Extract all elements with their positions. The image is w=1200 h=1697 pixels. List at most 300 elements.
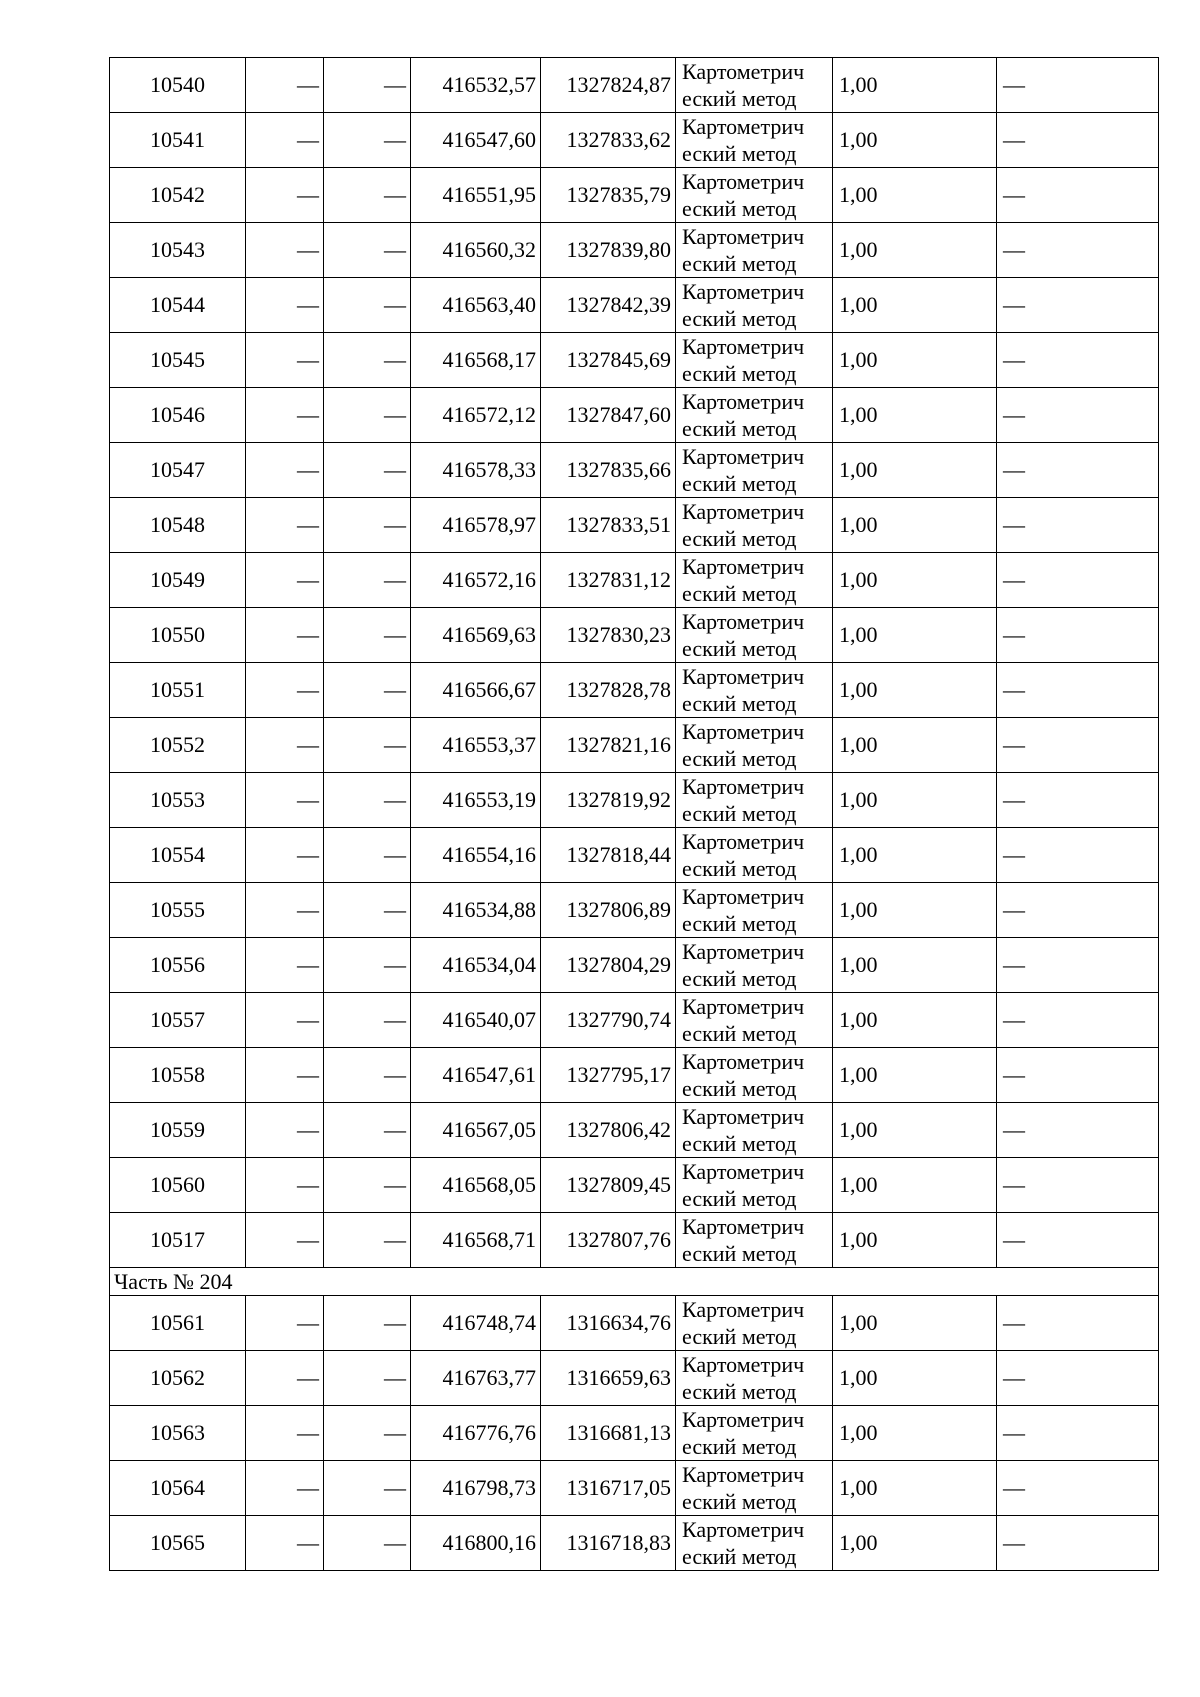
empty-value-cell: — — [324, 113, 411, 168]
point-number-cell: 10544 — [110, 278, 246, 333]
empty-value-cell: — — [324, 938, 411, 993]
y-coordinate-cell: 1327807,76 — [541, 1213, 676, 1268]
method-text-line: Картометрич — [682, 1297, 805, 1322]
x-coordinate-cell: 416776,76 — [411, 1406, 541, 1461]
x-coordinate-cell: 416554,16 — [411, 828, 541, 883]
method-text-line: Картометрич — [682, 389, 805, 414]
accuracy-cell: 1,00 — [833, 1516, 997, 1571]
table-row — [110, 883, 1159, 938]
method-text-line: еский метод — [682, 801, 797, 826]
method-text-line: еский метод — [682, 361, 797, 386]
y-coordinate-cell: 1316718,83 — [541, 1516, 676, 1571]
method-text-line: еский метод — [682, 196, 797, 221]
point-number-cell: 10551 — [110, 663, 246, 718]
point-number-cell: 10559 — [110, 1103, 246, 1158]
method-text-line: еский метод — [682, 416, 797, 441]
y-coordinate-cell: 1327824,87 — [541, 58, 676, 113]
empty-value-cell: — — [246, 1406, 324, 1461]
accuracy-cell: 1,00 — [833, 1158, 997, 1213]
empty-value-cell: — — [246, 1103, 324, 1158]
method-text-line: Картометрич — [682, 1407, 805, 1432]
table-row — [110, 58, 1159, 113]
accuracy-cell: 1,00 — [833, 443, 997, 498]
method-cell — [676, 1158, 833, 1213]
empty-value-cell: — — [324, 608, 411, 663]
method-cell — [676, 1048, 833, 1103]
empty-value-cell: — — [324, 1048, 411, 1103]
accuracy-cell: 1,00 — [833, 388, 997, 443]
point-number-cell: 10553 — [110, 773, 246, 828]
empty-value-cell: — — [246, 1351, 324, 1406]
empty-value-cell: — — [324, 663, 411, 718]
empty-value-cell: — — [324, 498, 411, 553]
accuracy-cell: 1,00 — [833, 1461, 997, 1516]
empty-value-cell: — — [246, 828, 324, 883]
y-coordinate-cell: 1327830,23 — [541, 608, 676, 663]
y-coordinate-cell: 1327818,44 — [541, 828, 676, 883]
x-coordinate-cell: 416540,07 — [411, 993, 541, 1048]
description-cell: — — [997, 443, 1159, 498]
empty-value-cell: — — [246, 608, 324, 663]
method-text-line: еский метод — [682, 1379, 797, 1404]
method-cell — [676, 113, 833, 168]
method-cell — [676, 1351, 833, 1406]
empty-value-cell: — — [246, 1296, 324, 1351]
point-number-cell: 10517 — [110, 1213, 246, 1268]
table-row — [110, 1406, 1159, 1461]
method-text-line: еский метод — [682, 856, 797, 881]
table-row — [110, 663, 1159, 718]
x-coordinate-cell: 416569,63 — [411, 608, 541, 663]
accuracy-cell: 1,00 — [833, 168, 997, 223]
point-number-cell: 10558 — [110, 1048, 246, 1103]
y-coordinate-cell: 1316659,63 — [541, 1351, 676, 1406]
empty-value-cell: — — [246, 498, 324, 553]
description-cell: — — [997, 663, 1159, 718]
method-text-line: Картометрич — [682, 829, 805, 854]
y-coordinate-cell: 1327806,89 — [541, 883, 676, 938]
description-cell: — — [997, 1103, 1159, 1158]
description-cell: — — [997, 168, 1159, 223]
point-number-cell: 10556 — [110, 938, 246, 993]
method-cell — [676, 663, 833, 718]
method-text-line: еский метод — [682, 86, 797, 111]
method-text-line: еский метод — [682, 691, 797, 716]
method-text-line: еский метод — [682, 306, 797, 331]
empty-value-cell: — — [246, 278, 324, 333]
table-row — [110, 498, 1159, 553]
y-coordinate-cell: 1327842,39 — [541, 278, 676, 333]
table-row — [110, 278, 1159, 333]
method-cell — [676, 883, 833, 938]
description-cell: — — [997, 1296, 1159, 1351]
table-row — [110, 828, 1159, 883]
empty-value-cell: — — [246, 773, 324, 828]
method-cell — [676, 223, 833, 278]
method-text-line: еский метод — [682, 251, 797, 276]
description-cell: — — [997, 773, 1159, 828]
point-number-cell: 10560 — [110, 1158, 246, 1213]
method-cell — [676, 1296, 833, 1351]
empty-value-cell: — — [246, 1461, 324, 1516]
description-cell: — — [997, 113, 1159, 168]
method-cell — [676, 938, 833, 993]
method-text-line: Картометрич — [682, 114, 805, 139]
table-body — [110, 58, 1159, 1571]
accuracy-cell: 1,00 — [833, 223, 997, 278]
y-coordinate-cell: 1327828,78 — [541, 663, 676, 718]
x-coordinate-cell: 416568,05 — [411, 1158, 541, 1213]
method-cell — [676, 1406, 833, 1461]
empty-value-cell: — — [324, 1103, 411, 1158]
x-coordinate-cell: 416748,74 — [411, 1296, 541, 1351]
method-text-line: Картометрич — [682, 1214, 805, 1239]
method-text-line: еский метод — [682, 1544, 797, 1569]
point-number-cell: 10565 — [110, 1516, 246, 1571]
point-number-cell: 10541 — [110, 113, 246, 168]
method-text-line: еский метод — [682, 1324, 797, 1349]
point-number-cell: 10542 — [110, 168, 246, 223]
method-cell — [676, 1103, 833, 1158]
description-cell: — — [997, 1213, 1159, 1268]
empty-value-cell: — — [324, 883, 411, 938]
x-coordinate-cell: 416578,97 — [411, 498, 541, 553]
empty-value-cell: — — [246, 113, 324, 168]
table-row — [110, 388, 1159, 443]
table-row — [110, 1103, 1159, 1158]
empty-value-cell: — — [246, 883, 324, 938]
description-cell: — — [997, 608, 1159, 663]
method-text-line: Картометрич — [682, 664, 805, 689]
point-number-cell: 10550 — [110, 608, 246, 663]
y-coordinate-cell: 1316681,13 — [541, 1406, 676, 1461]
method-cell — [676, 388, 833, 443]
method-text-line: Картометрич — [682, 1104, 805, 1129]
accuracy-cell: 1,00 — [833, 883, 997, 938]
description-cell: — — [997, 938, 1159, 993]
accuracy-cell: 1,00 — [833, 1296, 997, 1351]
table-row — [110, 993, 1159, 1048]
method-text-line: еский метод — [682, 911, 797, 936]
method-text-line: Картометрич — [682, 554, 805, 579]
method-text-line: Картометрич — [682, 1517, 805, 1542]
empty-value-cell: — — [324, 223, 411, 278]
empty-value-cell: — — [324, 718, 411, 773]
empty-value-cell: — — [324, 1296, 411, 1351]
description-cell: — — [997, 388, 1159, 443]
method-cell — [676, 58, 833, 113]
description-cell: — — [997, 498, 1159, 553]
method-cell — [676, 608, 833, 663]
accuracy-cell: 1,00 — [833, 113, 997, 168]
method-cell — [676, 333, 833, 388]
accuracy-cell: 1,00 — [833, 278, 997, 333]
empty-value-cell: — — [246, 1048, 324, 1103]
description-cell: — — [997, 1406, 1159, 1461]
point-number-cell: 10561 — [110, 1296, 246, 1351]
table-row — [110, 1213, 1159, 1268]
method-text-line: Картометрич — [682, 334, 805, 359]
method-text-line: Картометрич — [682, 59, 805, 84]
empty-value-cell: — — [324, 333, 411, 388]
accuracy-cell: 1,00 — [833, 993, 997, 1048]
point-number-cell: 10562 — [110, 1351, 246, 1406]
table-row — [110, 1461, 1159, 1516]
empty-value-cell: — — [246, 1516, 324, 1571]
empty-value-cell: — — [324, 388, 411, 443]
empty-value-cell: — — [324, 1516, 411, 1571]
accuracy-cell: 1,00 — [833, 498, 997, 553]
method-text-line: Картометрич — [682, 609, 805, 634]
description-cell: — — [997, 828, 1159, 883]
description-cell: — — [997, 1158, 1159, 1213]
method-text-line: еский метод — [682, 1489, 797, 1514]
table-row — [110, 553, 1159, 608]
point-number-cell: 10555 — [110, 883, 246, 938]
table-row — [110, 1351, 1159, 1406]
method-text-line: еский метод — [682, 1076, 797, 1101]
method-cell — [676, 773, 833, 828]
point-number-cell: 10563 — [110, 1406, 246, 1461]
method-text-line: Картометрич — [682, 774, 805, 799]
empty-value-cell: — — [246, 663, 324, 718]
method-text-line: еский метод — [682, 966, 797, 991]
point-number-cell: 10546 — [110, 388, 246, 443]
description-cell: — — [997, 333, 1159, 388]
empty-value-cell: — — [246, 58, 324, 113]
accuracy-cell: 1,00 — [833, 938, 997, 993]
empty-value-cell: — — [324, 1158, 411, 1213]
method-text-line: Картометрич — [682, 224, 805, 249]
x-coordinate-cell: 416572,12 — [411, 388, 541, 443]
y-coordinate-cell: 1327804,29 — [541, 938, 676, 993]
y-coordinate-cell: 1327831,12 — [541, 553, 676, 608]
empty-value-cell: — — [246, 223, 324, 278]
method-text-line: еский метод — [682, 746, 797, 771]
method-cell — [676, 498, 833, 553]
method-text-line: Картометрич — [682, 444, 805, 469]
method-text-line: Картометрич — [682, 1049, 805, 1074]
empty-value-cell: — — [324, 58, 411, 113]
method-text-line: еский метод — [682, 1021, 797, 1046]
description-cell: — — [997, 718, 1159, 773]
method-text-line: Картометрич — [682, 169, 805, 194]
y-coordinate-cell: 1327847,60 — [541, 388, 676, 443]
empty-value-cell: — — [324, 1461, 411, 1516]
table-row — [110, 333, 1159, 388]
method-text-line: Картометрич — [682, 939, 805, 964]
accuracy-cell: 1,00 — [833, 1213, 997, 1268]
accuracy-cell: 1,00 — [833, 828, 997, 883]
x-coordinate-cell: 416763,77 — [411, 1351, 541, 1406]
empty-value-cell: — — [324, 1213, 411, 1268]
method-cell — [676, 1213, 833, 1268]
x-coordinate-cell: 416578,33 — [411, 443, 541, 498]
y-coordinate-cell: 1316717,05 — [541, 1461, 676, 1516]
x-coordinate-cell: 416553,19 — [411, 773, 541, 828]
point-number-cell: 10554 — [110, 828, 246, 883]
point-number-cell: 10547 — [110, 443, 246, 498]
table-row — [110, 1158, 1159, 1213]
point-number-cell: 10549 — [110, 553, 246, 608]
description-cell: — — [997, 1351, 1159, 1406]
accuracy-cell: 1,00 — [833, 663, 997, 718]
empty-value-cell: — — [324, 553, 411, 608]
y-coordinate-cell: 1327809,45 — [541, 1158, 676, 1213]
empty-value-cell: — — [324, 773, 411, 828]
method-text-line: Картометрич — [682, 884, 805, 909]
accuracy-cell: 1,00 — [833, 58, 997, 113]
empty-value-cell: — — [246, 938, 324, 993]
accuracy-cell: 1,00 — [833, 333, 997, 388]
x-coordinate-cell: 416800,16 — [411, 1516, 541, 1571]
x-coordinate-cell: 416572,16 — [411, 553, 541, 608]
x-coordinate-cell: 416567,05 — [411, 1103, 541, 1158]
method-text-line: еский метод — [682, 1186, 797, 1211]
empty-value-cell: — — [246, 553, 324, 608]
method-text-line: еский метод — [682, 141, 797, 166]
method-cell — [676, 278, 833, 333]
accuracy-cell: 1,00 — [833, 1351, 997, 1406]
x-coordinate-cell: 416547,61 — [411, 1048, 541, 1103]
table-row — [110, 938, 1159, 993]
section-header-row — [110, 1268, 1159, 1296]
table-row — [110, 608, 1159, 663]
accuracy-cell: 1,00 — [833, 553, 997, 608]
method-text-line: еский метод — [682, 1131, 797, 1156]
accuracy-cell: 1,00 — [833, 1406, 997, 1461]
description-cell: — — [997, 278, 1159, 333]
method-text-line: еский метод — [682, 471, 797, 496]
x-coordinate-cell: 416553,37 — [411, 718, 541, 773]
table-row — [110, 168, 1159, 223]
empty-value-cell: — — [246, 1213, 324, 1268]
method-text-line: Картометрич — [682, 499, 805, 524]
section-label: Часть № 204 — [110, 1268, 1159, 1296]
method-cell — [676, 993, 833, 1048]
point-number-cell: 10557 — [110, 993, 246, 1048]
table-row — [110, 718, 1159, 773]
description-cell: — — [997, 1516, 1159, 1571]
empty-value-cell: — — [246, 993, 324, 1048]
table-row — [110, 443, 1159, 498]
table-row — [110, 1516, 1159, 1571]
method-text-line: еский метод — [682, 1434, 797, 1459]
empty-value-cell: — — [246, 168, 324, 223]
method-text-line: Картометрич — [682, 1352, 805, 1377]
point-number-cell: 10540 — [110, 58, 246, 113]
y-coordinate-cell: 1327835,79 — [541, 168, 676, 223]
empty-value-cell: — — [324, 1351, 411, 1406]
method-cell — [676, 553, 833, 608]
empty-value-cell: — — [324, 443, 411, 498]
y-coordinate-cell: 1327819,92 — [541, 773, 676, 828]
empty-value-cell: — — [246, 1158, 324, 1213]
y-coordinate-cell: 1327790,74 — [541, 993, 676, 1048]
table-row — [110, 1048, 1159, 1103]
x-coordinate-cell: 416568,71 — [411, 1213, 541, 1268]
y-coordinate-cell: 1327795,17 — [541, 1048, 676, 1103]
x-coordinate-cell: 416563,40 — [411, 278, 541, 333]
point-number-cell: 10548 — [110, 498, 246, 553]
y-coordinate-cell: 1327833,51 — [541, 498, 676, 553]
method-cell — [676, 1461, 833, 1516]
y-coordinate-cell: 1316634,76 — [541, 1296, 676, 1351]
x-coordinate-cell: 416534,88 — [411, 883, 541, 938]
method-text-line: Картометрич — [682, 719, 805, 744]
method-text-line: Картометрич — [682, 994, 805, 1019]
table-row — [110, 1296, 1159, 1351]
y-coordinate-cell: 1327835,66 — [541, 443, 676, 498]
x-coordinate-cell: 416798,73 — [411, 1461, 541, 1516]
method-text-line: еский метод — [682, 581, 797, 606]
empty-value-cell: — — [324, 1406, 411, 1461]
description-cell: — — [997, 553, 1159, 608]
x-coordinate-cell: 416532,57 — [411, 58, 541, 113]
accuracy-cell: 1,00 — [833, 608, 997, 663]
coordinates-table — [109, 57, 1159, 1571]
x-coordinate-cell: 416534,04 — [411, 938, 541, 993]
empty-value-cell: — — [324, 278, 411, 333]
description-cell: — — [997, 883, 1159, 938]
y-coordinate-cell: 1327839,80 — [541, 223, 676, 278]
method-text-line: Картометрич — [682, 1159, 805, 1184]
method-cell — [676, 443, 833, 498]
description-cell: — — [997, 1048, 1159, 1103]
method-text-line: еский метод — [682, 526, 797, 551]
accuracy-cell: 1,00 — [833, 1103, 997, 1158]
empty-value-cell: — — [324, 168, 411, 223]
table-row — [110, 223, 1159, 278]
point-number-cell: 10552 — [110, 718, 246, 773]
method-cell — [676, 168, 833, 223]
accuracy-cell: 1,00 — [833, 718, 997, 773]
x-coordinate-cell: 416551,95 — [411, 168, 541, 223]
accuracy-cell: 1,00 — [833, 1048, 997, 1103]
method-text-line: Картометрич — [682, 1462, 805, 1487]
description-cell: — — [997, 993, 1159, 1048]
point-number-cell: 10543 — [110, 223, 246, 278]
table-row — [110, 773, 1159, 828]
empty-value-cell: — — [246, 443, 324, 498]
table-row — [110, 113, 1159, 168]
x-coordinate-cell: 416560,32 — [411, 223, 541, 278]
point-number-cell: 10545 — [110, 333, 246, 388]
method-text-line: Картометрич — [682, 279, 805, 304]
x-coordinate-cell: 416566,67 — [411, 663, 541, 718]
description-cell: — — [997, 58, 1159, 113]
x-coordinate-cell: 416568,17 — [411, 333, 541, 388]
method-text-line: еский метод — [682, 1241, 797, 1266]
method-cell — [676, 718, 833, 773]
accuracy-cell: 1,00 — [833, 773, 997, 828]
empty-value-cell: — — [246, 388, 324, 443]
method-text-line: еский метод — [682, 636, 797, 661]
empty-value-cell: — — [246, 333, 324, 388]
method-cell — [676, 1516, 833, 1571]
y-coordinate-cell: 1327833,62 — [541, 113, 676, 168]
point-number-cell: 10564 — [110, 1461, 246, 1516]
empty-value-cell: — — [324, 993, 411, 1048]
description-cell: — — [997, 223, 1159, 278]
x-coordinate-cell: 416547,60 — [411, 113, 541, 168]
empty-value-cell: — — [246, 718, 324, 773]
y-coordinate-cell: 1327821,16 — [541, 718, 676, 773]
y-coordinate-cell: 1327806,42 — [541, 1103, 676, 1158]
y-coordinate-cell: 1327845,69 — [541, 333, 676, 388]
empty-value-cell: — — [324, 828, 411, 883]
method-cell — [676, 828, 833, 883]
